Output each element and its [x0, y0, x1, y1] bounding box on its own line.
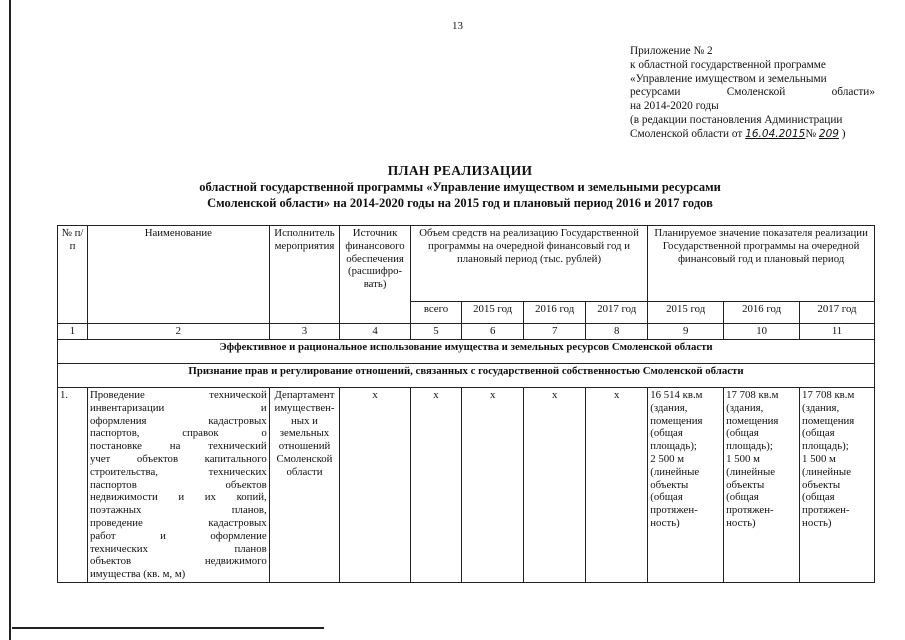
indicator-line: (линейные: [802, 465, 851, 478]
row-name: [87, 388, 269, 583]
row-executor-line: отношений: [278, 440, 331, 453]
row-funding-2017: x: [586, 388, 648, 583]
indicator-line: 1 500 м: [726, 452, 760, 465]
indicator-line: площадь);: [726, 440, 773, 453]
subheader-indicator-2016: 2016 год: [724, 302, 800, 324]
subsection-row: [58, 364, 875, 388]
implementation-plan-table: [57, 225, 875, 583]
column-number: 7: [524, 324, 586, 340]
indicator-line: 16 514 кв.м: [650, 389, 703, 401]
indicator-line: 1 500 м: [802, 452, 836, 465]
row-name-line: паспортов, справок о: [89, 427, 267, 440]
row-name-line: Проведение технической: [89, 389, 267, 401]
indicator-line: протяжен-: [650, 504, 698, 517]
indicator-line: (здания,: [802, 401, 840, 414]
subheader-indicator-2017: 2017 год: [800, 302, 875, 324]
footnote-separator-line: [12, 627, 324, 629]
header-name: Наименование: [87, 226, 269, 324]
indicator-line: (линейные: [650, 465, 700, 478]
indicator-line: 17 708 кв.м: [802, 389, 855, 401]
column-number: 8: [586, 324, 648, 340]
row-name-line: оформления кадастровых: [89, 414, 267, 427]
indicator-line: (общая: [802, 427, 835, 440]
row-name-line: имущества (кв. м, м): [89, 568, 186, 581]
row-indicator-2015: [648, 388, 724, 583]
row-total: x: [410, 388, 461, 583]
page-number: 13: [452, 20, 463, 32]
row-name-line: учет объектов капитального: [89, 452, 267, 465]
row-executor-line: Смоленской: [276, 452, 333, 465]
column-number: 10: [724, 324, 800, 340]
appendix-line-2: к областной государственной программе: [630, 58, 826, 71]
appendix-line-4: [630, 86, 875, 100]
column-number: 4: [340, 324, 411, 340]
appendix-word-region: области»: [831, 86, 875, 99]
indicator-line: протяжен-: [802, 504, 850, 517]
row-name-line: паспортов объектов: [89, 478, 267, 491]
row-name-line: работ и оформление: [89, 529, 267, 542]
row-executor-line: имуществен-: [274, 401, 335, 414]
column-number: 6: [462, 324, 524, 340]
row-name-line: строительства, технических: [89, 465, 267, 478]
row-name-line: технических планов: [89, 542, 267, 555]
header-source: Источник финансового обеспечения (расшифро-вать): [340, 226, 411, 324]
indicator-line: ность): [650, 516, 680, 529]
indicator-line: (общая: [726, 427, 759, 440]
section-row: [58, 340, 875, 364]
indicator-line: ность): [802, 516, 832, 529]
indicator-line: (общая: [726, 491, 759, 504]
scan-left-edge-line: [9, 0, 11, 640]
row-funding-2016: x: [524, 388, 586, 583]
row-name-line: поэтажных планов,: [89, 504, 267, 517]
indicator-line: (общая: [650, 427, 683, 440]
subsection-title: Признание прав и регулирование отношений, связанных с государственной собственностью Смоленской области: [58, 364, 875, 388]
column-number: 1: [58, 324, 88, 340]
subheader-funding-2015: 2015 год: [462, 302, 524, 324]
handwritten-date: 16.04.2015: [745, 127, 806, 140]
document-subtitle-line-2: Смоленской области» на 2014-2020 годы на 2015 год и плановый период 2016 и 2017 годов: [207, 196, 713, 210]
appendix-line-7: [630, 128, 875, 142]
header-indicator: Планируемое значение показателя реализации Государственной программы на очередной финансовый год и плановый период: [648, 226, 875, 302]
indicator-line: 2 500 м: [650, 452, 685, 465]
row-num: 1.: [58, 388, 88, 583]
row-name-line: объектов недвижимого: [89, 555, 267, 568]
document-subtitle-line-1: областной государственной программы «Управление имуществом и земельными ресурсами: [199, 180, 721, 194]
row-source: x: [340, 388, 411, 583]
column-number: 2: [87, 324, 269, 340]
indicator-line: объекты: [650, 478, 689, 491]
row-name-line: постановке на технический: [89, 440, 267, 453]
row-name-line: проведение кадастровых: [89, 516, 267, 529]
row-indicator-2017: [800, 388, 875, 583]
indicator-line: (здания,: [726, 401, 764, 414]
header-executor: Исполнитель мероприятия: [269, 226, 340, 324]
handwritten-number: 209: [818, 127, 839, 140]
indicator-line: объекты: [726, 478, 765, 491]
subheader-funding-2017: 2017 год: [586, 302, 648, 324]
row-indicator-2016: [724, 388, 800, 583]
row-executor-line: ных и: [291, 414, 318, 427]
indicator-line: помещения: [802, 414, 855, 427]
number-sign: №: [805, 127, 817, 140]
header-funding: Объем средств на реализацию Государственной программы на очередной финансовый год и плановый период (тыс. рублей): [410, 226, 647, 302]
appendix-line-6: (в редакции постановления Администрации: [630, 113, 843, 126]
row-executor: [269, 388, 340, 583]
document-title-block: [60, 162, 860, 211]
indicator-line: (линейные: [726, 465, 776, 478]
subheader-indicator-2015: 2015 год: [648, 302, 724, 324]
indicator-line: (общая: [802, 491, 835, 504]
row-name-line: инвентаризации и: [89, 401, 267, 414]
indicator-line: помещения: [650, 414, 703, 427]
header-row: [58, 226, 875, 302]
column-number: 9: [648, 324, 724, 340]
table-row: [58, 388, 875, 583]
closing-paren: ): [841, 127, 846, 140]
subheader-funding-2016: 2016 год: [524, 302, 586, 324]
appendix-line-1: Приложение № 2: [630, 45, 713, 57]
appendix-line-5: на 2014-2020 годы: [630, 100, 719, 113]
indicator-line: площадь);: [650, 440, 697, 453]
appendix-word-smolensk: Смоленской: [726, 86, 786, 99]
indicator-line: протяжен-: [726, 504, 774, 517]
column-number: 3: [269, 324, 340, 340]
row-executor-line: Департамент: [274, 389, 335, 401]
header-num: № п/п: [58, 226, 88, 324]
row-funding-2015: x: [462, 388, 524, 583]
indicator-line: (общая: [650, 491, 683, 504]
appendix-line-3: «Управление имуществом и земельными: [630, 72, 827, 85]
column-number: 11: [800, 324, 875, 340]
indicator-line: объекты: [802, 478, 841, 491]
row-name-line: недвижимости и их копий,: [89, 491, 267, 504]
indicator-line: 17 708 кв.м: [726, 389, 779, 401]
document-title: ПЛАН РЕАЛИЗАЦИИ: [387, 163, 533, 178]
subheader-total: всего: [410, 302, 461, 324]
column-number-row: [58, 324, 875, 340]
indicator-line: (здания,: [650, 401, 688, 414]
appendix-block: [630, 45, 875, 142]
appendix-word-resources: ресурсами: [630, 86, 681, 99]
indicator-line: ность): [726, 516, 756, 529]
row-executor-line: области: [286, 465, 323, 478]
section-title: Эффективное и рациональное использование имущества и земельных ресурсов Смоленской области: [58, 340, 875, 364]
indicator-line: площадь);: [802, 440, 849, 453]
indicator-line: помещения: [726, 414, 779, 427]
appendix-date-prefix: Смоленской области от: [630, 127, 743, 140]
row-executor-line: земельных: [279, 427, 330, 440]
column-number: 5: [410, 324, 461, 340]
